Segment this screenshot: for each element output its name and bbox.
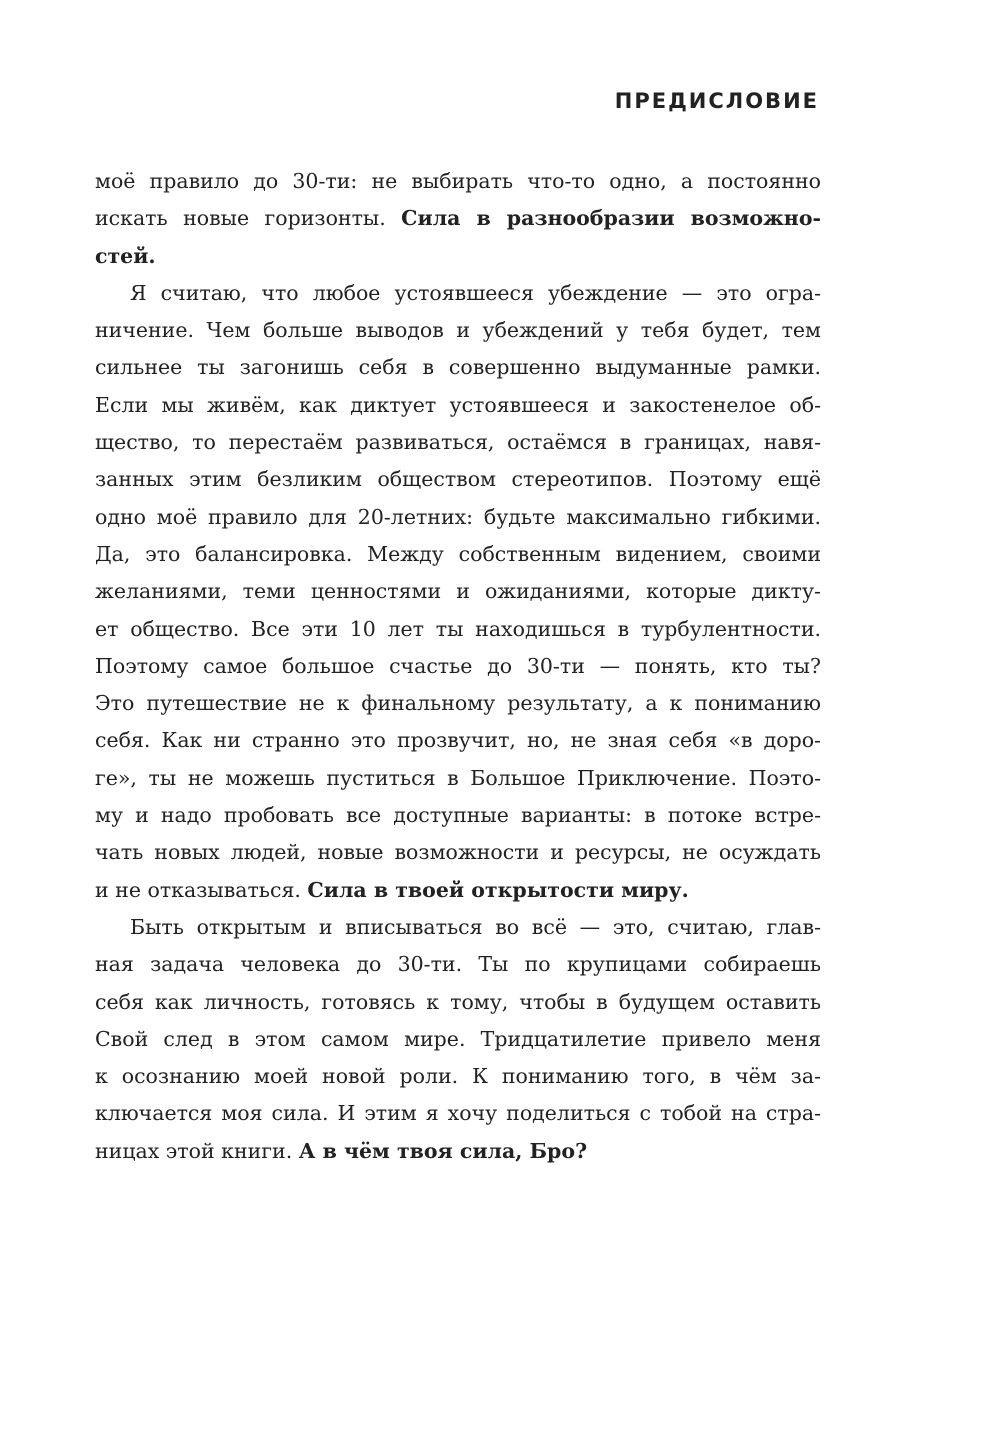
paragraph-2: [95, 275, 821, 909]
text-line: одно моё правило для 20-летних: будьте максимально гибкими.: [95, 504, 821, 529]
text-line: ет общество. Все эти 10 лет ты находишься в турбулентности.: [95, 616, 821, 641]
text-line: сильнее ты загонишь себя в совершенно выдуманные рамки.: [95, 355, 821, 380]
text-line: ге», ты не можешь пуститься в Большое Приключение. Поэто-: [95, 765, 821, 790]
text-line: Я считаю, что любое устоявшееся убеждение — это огра-: [130, 280, 821, 305]
running-head-title: ПРЕДИСЛОВИЕ: [614, 89, 819, 113]
text-line: му и надо пробовать все доступные варианты: в потоке встре-: [95, 803, 821, 828]
text-line: Это путешествие не к финальному результату, а к пониманию: [95, 691, 821, 716]
text-line: чать новых людей, новые возможности и ресурсы, не осуждать: [95, 840, 821, 865]
body-text: [95, 163, 821, 1170]
bold-phrase: А в чём твоя сила, Бро?: [298, 1138, 588, 1163]
text-line: [95, 238, 821, 275]
bold-phrase: Сила в твоей открытости миру.: [307, 877, 689, 902]
text-line: ключается моя сила. И этим я хочу поделиться с тобой на стра-: [95, 1101, 821, 1126]
bold-phrase: Сила в разнообразии возможно-: [401, 206, 821, 231]
text-line: Если мы живём, как диктует устоявшееся и закостенелое об-: [95, 392, 821, 417]
text-line: Свой след в этом самом мире. Тридцатилетие привело меня: [95, 1026, 821, 1051]
text-line: ничение. Чем больше выводов и убеждений у тебя будет, тем: [95, 318, 821, 343]
text-line: и не отказываться. Сила в твоей открытости миру.: [95, 877, 689, 902]
bold-phrase: стей.: [95, 243, 156, 268]
text-line: желаниями, теми ценностями и ожиданиями, которые дикту-: [95, 579, 821, 604]
text-line: щество, то перестаём развиваться, остаёмся в границах, навя-: [95, 430, 821, 455]
text-line: занных этим безликим обществом стереотипов. Поэтому ещё: [95, 467, 821, 492]
text-line: Поэтому самое большое счастье до 30-ти — понять, кто ты?: [95, 653, 821, 678]
text-line: искать новые горизонты. Сила в разнообразии возможно-: [95, 206, 821, 231]
text-line: себя как личность, готовясь к тому, чтобы в будущем оставить: [95, 989, 821, 1014]
text-line: ная задача человека до 30-ти. Ты по крупицами собираешь: [95, 952, 821, 977]
text-line: к осознанию моей новой роли. К пониманию того, в чём за-: [95, 1064, 821, 1089]
text-line: ницах этой книги. А в чём твоя сила, Бро?: [95, 1138, 588, 1163]
paragraph-1: [95, 163, 821, 275]
text-line: себя. Как ни странно это прозвучит, но, не зная себя «в доро-: [95, 728, 821, 753]
paragraph-3: [95, 909, 821, 1170]
text-line: Да, это балансировка. Между собственным видением, своими: [95, 541, 821, 566]
text-line: Быть открытым и вписываться во всё — это, считаю, глав-: [130, 914, 821, 939]
text-line: моё правило до 30-ти: не выбирать что-то одно, а постоянно: [95, 169, 821, 193]
